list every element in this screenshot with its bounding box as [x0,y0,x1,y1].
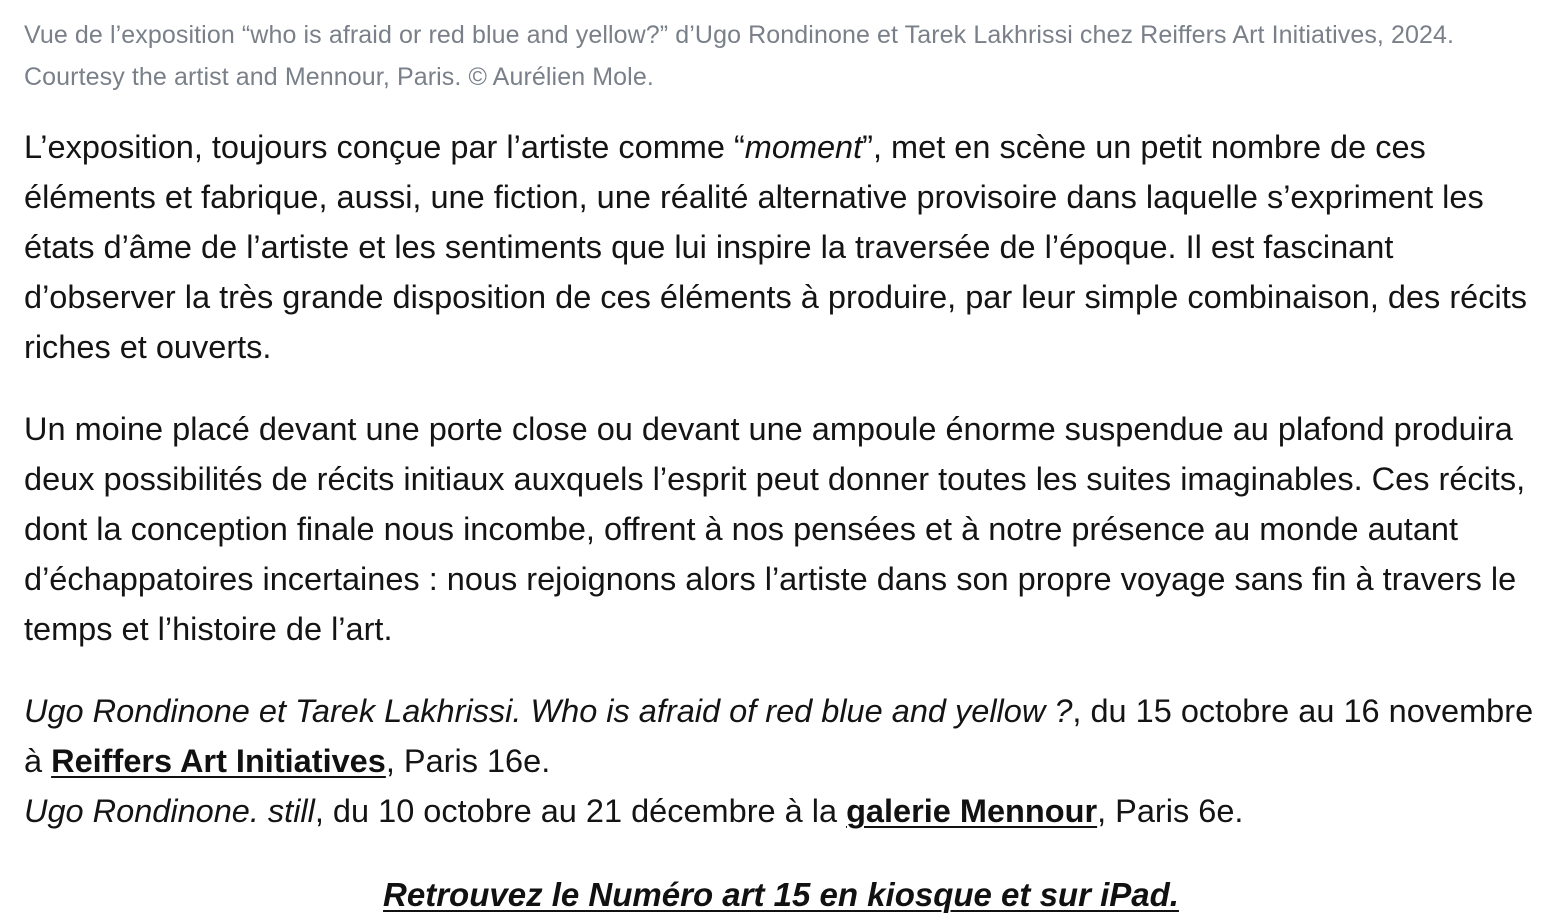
exhibition-1-title: Ugo Rondinone et Tarek Lakhrissi. Who is afraid of red blue and yellow ? [24,693,1073,729]
exhibition-2-location: , Paris 6e. [1097,793,1244,829]
image-caption: Vue de l’exposition “who is afraid or red blue and yellow?” d’Ugo Rondinone et Tarek Lakhrissi chez Reiffers Art Initiatives, 2024. Courtesy the artist and Mennour, Paris. © Aurélien Mole. [24,21,1455,91]
exhibition-2 [24,793,1243,829]
promo-banner [0,870,1562,920]
paragraph-1-emphasis: moment [744,129,863,165]
reiffers-art-initiatives-link[interactable]: Reiffers Art Initiatives [51,743,386,779]
paragraph-exhibition-moment [24,122,1544,372]
exhibition-2-dates: , du 10 octobre au 21 décembre à la [314,793,847,829]
paragraph-1-end: ”, met en scène un petit nombre de ces éléments et fabrique, aussi, une fiction, une réalité alternative provisoire dans laquelle s’expriment les états d’âme de l’artiste et les sentiments que lui inspire la traversée de l’époque. Il est fascinant d’observer la très grande disposition de ces éléments à produire, par leur simple combinaison, des récits riches et ouverts. [24,129,1527,365]
paragraph-monk: Un moine placé devant une porte close ou devant une ampoule énorme suspendue au plafond produira deux possibilités de récits initiaux auxquels l’esprit peut donner toutes les suites imaginables. Ces récits, dont la conception finale nous incombe, offrent à nos pensées et à notre présence au monde autant d’échappatoires incertaines : nous rejoignons alors l’artiste dans son propre voyage sans fin à travers le temps et l’histoire de l’art. [24,411,1526,647]
exhibition-info [24,686,1544,836]
article-body [24,0,1544,836]
exhibition-1-location: , Paris 16e. [385,743,551,779]
exhibition-2-title: Ugo Rondinone. still [24,793,315,829]
exhibition-1 [24,693,1533,779]
numero-art-promo-link[interactable]: Retrouvez le Numéro art 15 en kiosque et sur iPad. [383,876,1179,913]
paragraph-1-start: L’exposition, toujours conçue par l’artiste comme “ [24,129,745,165]
galerie-mennour-link[interactable]: galerie Mennour [846,793,1098,829]
exhibition-1-dates: , du 15 octobre au 16 novembre à [24,693,1534,779]
